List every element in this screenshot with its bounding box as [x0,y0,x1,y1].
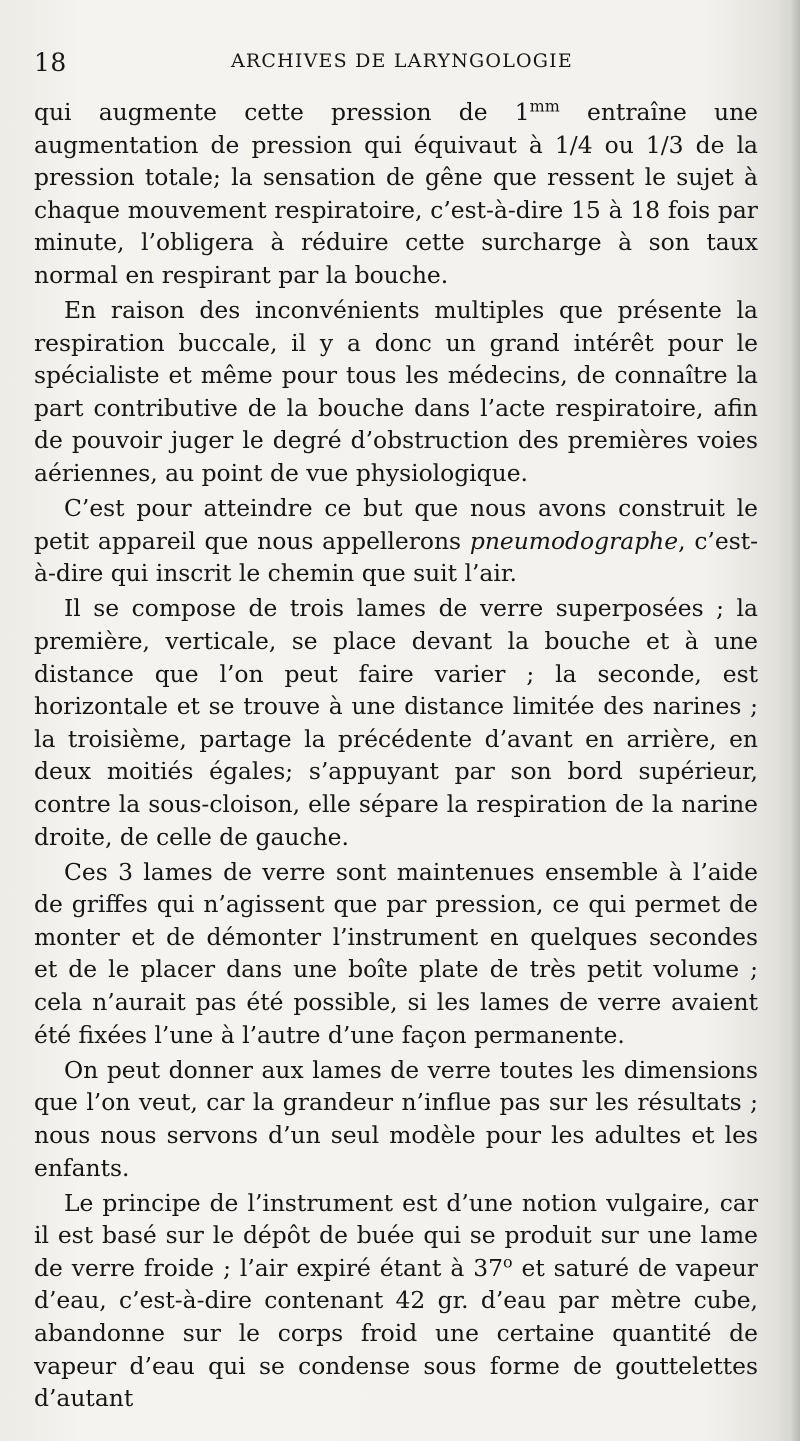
superscript: o [502,1252,513,1272]
paragraph-p3 [34,492,758,590]
text-segment: C’est pour atteindre ce but que nous avons construit le petit appareil que nous appellerons [34,494,758,555]
page-edge-shadow [790,0,800,1441]
text-segment: , c’est-à-dire qui inscrit le chemin que suit l’air. [34,526,759,588]
text-segment: qui augmente cette pression de 1 [34,98,530,126]
page-header [34,44,754,84]
paragraph-p6 [34,1054,758,1184]
paragraph-p5 [34,856,758,1052]
text-segment: Le principe de l’instrument est d’une notion vulgaire, car il est basé sur le dépôt de buée qui se produit sur une lame de verre froide ; l’air expiré étant à 37 [34,1188,758,1282]
text-segment: On peut donner aux lames de verre toutes les dimensions que l’on veut, car la grandeur n’influe pas sur les résultats ; nous nous servons d’un seul modèle pour les adultes et les enfants. [34,1055,758,1182]
paragraph-p7 [34,1187,758,1415]
text-segment: Ces 3 lames de verre sont maintenues ensemble à l’aide de griffes qui n’agissent que par pression, ce qui permet de monter et de démonter l’instrument en quelques secondes et de le placer dans une boîte plate de très petit volume ; cela n’aurait pas été possible, si les lames de verre avaient été fixées l’une à l’autre d’une façon permanente. [34,857,758,1049]
paragraph-p1 [34,96,758,292]
text-segment: Il se compose de trois lames de verre superposées ; la première, verticale, se place devant la bouche et à une distance que l’on peut faire varier ; la seconde, est horizontale et se trouve à une distance limitée des narines ; la troisième, partage la précédente d’avant en arrière, en deux moitiés égales; s’appuyant par son bord supérieur, contre la sous-cloison, elle sépare la respiration de la narine droite, de celle de gauche. [34,594,758,851]
text-segment: En raison des inconvénients multiples que présente la respiration buccale, il y a donc un grand intérêt pour le spécialiste et même pour tous les médecins, de connaître la part contributive de la bouche dans l’acte respiratoire, afin de pouvoir juger le degré d’obstruction des premières voies aériennes, au point de vue physiologique. [34,296,758,488]
body-text [34,96,758,1415]
paragraph-p2 [34,294,758,490]
page-number: 18 [34,48,67,77]
text-segment: entraîne une augmentation de pression qui équivaut à 1/4 ou 1/3 de la pression totale; la sensation de gêne que ressent le sujet à chaque mouvement respiratoire, c’est-à-dire 15 à 18 fois par minute, l’obligera à réduire cette surcharge à son taux normal en respirant par la bouche. [34,98,759,289]
running-title: ARCHIVES DE LARYNGOLOGIE [231,50,573,72]
text-segment: et saturé de vapeur d’eau, c’est-à-dire contenant 42 gr. d’eau par mètre cube, abandonne sur le corps froid une certaine quantité de vapeur d’eau qui se condense sous forme de gouttelettes d’autant [34,1253,758,1413]
superscript: mm [529,96,560,116]
italic-term: pneumodographe [469,526,679,555]
paragraph-p4 [34,592,758,853]
